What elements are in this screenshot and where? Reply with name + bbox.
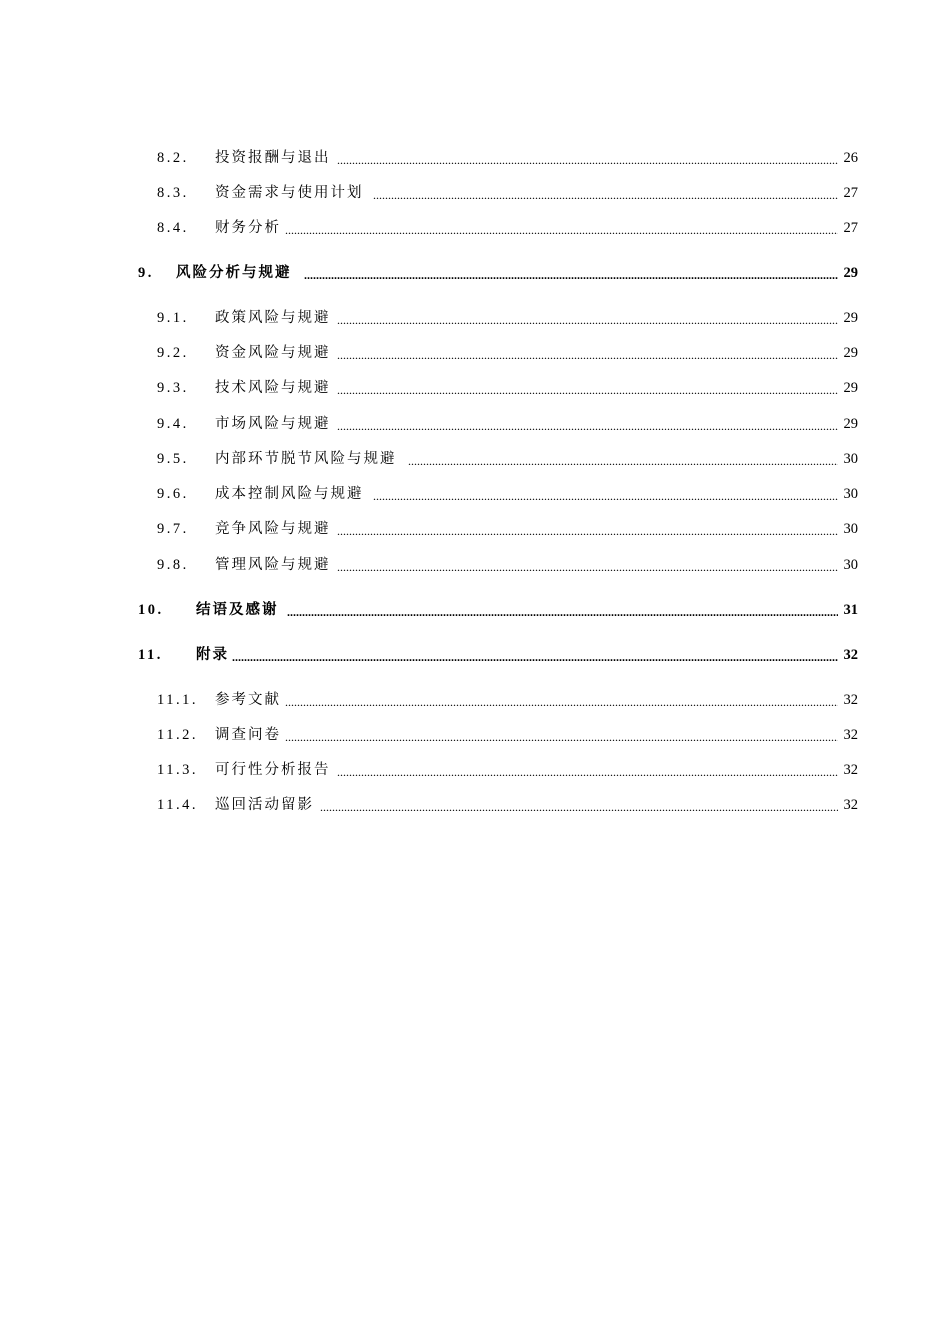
toc-entry[interactable] bbox=[0, 518, 950, 540]
dot-leader bbox=[337, 554, 838, 576]
toc-entry[interactable] bbox=[0, 342, 950, 364]
toc-entry-number: 9.7. bbox=[157, 521, 189, 537]
toc-entry-number: 11. bbox=[138, 647, 163, 663]
toc-entry[interactable] bbox=[0, 147, 950, 169]
toc-entry-title: 市场风险与规避 bbox=[215, 416, 331, 432]
toc-entry-page: 32 bbox=[843, 762, 858, 778]
toc-entry-number: 8.3. bbox=[157, 185, 189, 201]
toc-entry-title: 参考文献 bbox=[215, 692, 281, 708]
toc-entry[interactable] bbox=[0, 689, 950, 711]
toc-entry-number: 9. bbox=[138, 265, 154, 281]
dot-leader bbox=[285, 689, 838, 711]
toc-entry-number: 9.1. bbox=[157, 310, 189, 326]
toc-entry[interactable] bbox=[0, 554, 950, 576]
dot-leader bbox=[285, 217, 838, 239]
toc-entry-page: 32 bbox=[843, 692, 858, 708]
toc-entry-page: 27 bbox=[843, 220, 858, 236]
toc-entry-number: 11.4. bbox=[157, 797, 198, 813]
toc-entry-title: 竞争风险与规避 bbox=[215, 521, 331, 537]
toc-entry-page: 32 bbox=[843, 727, 858, 743]
toc-entry-page: 29 bbox=[843, 265, 858, 281]
toc-entry-title: 巡回活动留影 bbox=[215, 797, 314, 813]
dot-leader bbox=[337, 377, 838, 399]
toc-entry-page: 30 bbox=[843, 521, 858, 537]
toc-entry-number: 11.2. bbox=[157, 727, 198, 743]
dot-leader bbox=[337, 518, 838, 540]
toc-entry-number: 11.3. bbox=[157, 762, 198, 778]
toc-entry-number: 8.4. bbox=[157, 220, 189, 236]
toc-entry[interactable] bbox=[0, 759, 950, 781]
dot-leader bbox=[287, 599, 838, 621]
toc-entry[interactable] bbox=[0, 644, 950, 666]
toc-entry[interactable] bbox=[0, 448, 950, 470]
toc-entry-title: 政策风险与规避 bbox=[215, 310, 331, 326]
dot-leader bbox=[408, 448, 838, 470]
toc-entry-title: 调查问卷 bbox=[215, 727, 281, 743]
toc-entry-title: 资金需求与使用计划 bbox=[215, 185, 364, 201]
toc-entry-page: 27 bbox=[843, 185, 858, 201]
toc-entry-number: 9.3. bbox=[157, 380, 189, 396]
dot-leader bbox=[304, 262, 838, 284]
toc-entry-page: 30 bbox=[843, 451, 858, 467]
toc-entry-page: 31 bbox=[843, 602, 858, 618]
toc-entry-number: 9.2. bbox=[157, 345, 189, 361]
toc-entry-page: 29 bbox=[843, 380, 858, 396]
toc-entry[interactable] bbox=[0, 217, 950, 239]
toc-entry[interactable] bbox=[0, 794, 950, 816]
dot-leader bbox=[337, 342, 838, 364]
toc-entry-number: 9.4. bbox=[157, 416, 189, 432]
toc-entry[interactable] bbox=[0, 307, 950, 329]
toc-entry-number: 9.6. bbox=[157, 486, 189, 502]
toc-entry-number: 9.8. bbox=[157, 557, 189, 573]
toc-entry-page: 32 bbox=[843, 647, 858, 663]
toc-entry-number: 11.1. bbox=[157, 692, 198, 708]
dot-leader bbox=[232, 644, 838, 666]
dot-leader bbox=[285, 724, 838, 746]
toc-entry-title: 风险分析与规避 bbox=[176, 265, 292, 281]
toc-entry-number: 9.5. bbox=[157, 451, 189, 467]
toc-entry-title: 投资报酬与退出 bbox=[215, 150, 331, 166]
dot-leader bbox=[337, 759, 838, 781]
toc-entry-title: 内部环节脱节风险与规避 bbox=[215, 451, 397, 467]
toc-entry-title: 管理风险与规避 bbox=[215, 557, 331, 573]
toc-entry[interactable] bbox=[0, 377, 950, 399]
toc-entry-title: 资金风险与规避 bbox=[215, 345, 331, 361]
toc-entry[interactable] bbox=[0, 262, 950, 284]
toc-entry-title: 附录 bbox=[196, 647, 229, 663]
dot-leader bbox=[337, 147, 838, 169]
dot-leader bbox=[337, 307, 838, 329]
toc-entry-title: 结语及感谢 bbox=[196, 602, 279, 618]
toc-entry[interactable] bbox=[0, 724, 950, 746]
toc-entry-page: 30 bbox=[843, 557, 858, 573]
toc-entry-page: 29 bbox=[843, 310, 858, 326]
toc-entry-page: 29 bbox=[843, 345, 858, 361]
toc-entry-title: 成本控制风险与规避 bbox=[215, 486, 364, 502]
toc-entry[interactable] bbox=[0, 413, 950, 435]
toc-entry[interactable] bbox=[0, 182, 950, 204]
toc-entry[interactable] bbox=[0, 599, 950, 621]
toc-entry-number: 10. bbox=[138, 602, 164, 618]
toc-entry-page: 30 bbox=[843, 486, 858, 502]
toc-entry-page: 29 bbox=[843, 416, 858, 432]
toc-entry-title: 技术风险与规避 bbox=[215, 380, 331, 396]
dot-leader bbox=[320, 794, 838, 816]
toc-entry[interactable] bbox=[0, 483, 950, 505]
dot-leader bbox=[337, 413, 838, 435]
toc-entry-title: 财务分析 bbox=[215, 220, 281, 236]
toc-entry-page: 32 bbox=[843, 797, 858, 813]
toc-entry-title: 可行性分析报告 bbox=[215, 762, 331, 778]
dot-leader bbox=[373, 182, 838, 204]
dot-leader bbox=[373, 483, 838, 505]
toc-entry-page: 26 bbox=[843, 150, 858, 166]
toc-entry-number: 8.2. bbox=[157, 150, 189, 166]
